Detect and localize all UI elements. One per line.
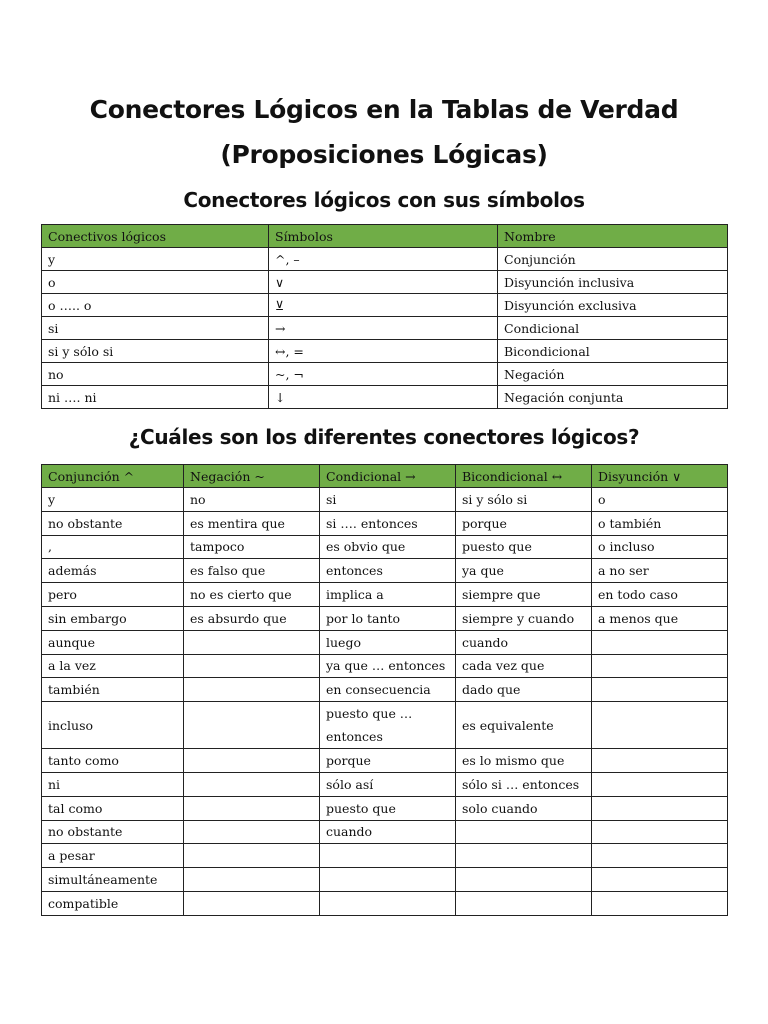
table-cell: incluso (42, 702, 184, 749)
table-cell: ^, – (269, 248, 498, 271)
table-cell (184, 891, 320, 915)
table-row (42, 294, 728, 317)
section-heading-connectors: ¿Cuáles son los diferentes conectores lógicos? (128, 425, 640, 449)
table-cell: si (320, 488, 456, 512)
table-cell (592, 820, 728, 844)
table-cell: implica a (320, 583, 456, 607)
table-cell: o (42, 271, 269, 294)
table-cell: no (42, 363, 269, 386)
table-cell (184, 868, 320, 892)
table-cell: es obvio que (320, 535, 456, 559)
table-cell (456, 844, 592, 868)
table-cell: Negación conjunta (498, 386, 728, 409)
table-cell: Bicondicional (498, 340, 728, 363)
header-cell: Condicional → (320, 465, 456, 488)
table-cell: no es cierto que (184, 583, 320, 607)
table-cell: sólo si … entonces (456, 772, 592, 796)
table-cell: a no ser (592, 559, 728, 583)
table-row (42, 271, 728, 294)
table-cell: ↔, = (269, 340, 498, 363)
table-cell (184, 630, 320, 654)
table-cell (592, 868, 728, 892)
table-cell: si (42, 317, 269, 340)
table-cell (456, 891, 592, 915)
table-cell: si y sólo si (42, 340, 269, 363)
table-header-row (42, 225, 728, 248)
table-cell: ∨ (269, 271, 498, 294)
table-cell: o también (592, 511, 728, 535)
table-cell (184, 772, 320, 796)
table-cell (592, 844, 728, 868)
table-row (42, 386, 728, 409)
table-cell: y (42, 248, 269, 271)
table-row (42, 796, 728, 820)
table-cell: si y sólo si (456, 488, 592, 512)
table-cell: es absurdo que (184, 606, 320, 630)
table-cell: Disyunción inclusiva (498, 271, 728, 294)
table-cell: tampoco (184, 535, 320, 559)
table-cell (592, 891, 728, 915)
table-cell: Negación (498, 363, 728, 386)
header-cell: Bicondicional ↔ (456, 465, 592, 488)
table-cell: cada vez que (456, 654, 592, 678)
table-cell: tal como (42, 796, 184, 820)
table-cell: es mentira que (184, 511, 320, 535)
table-row (42, 891, 728, 915)
table-cell: puesto que (320, 796, 456, 820)
table-cell: ni …. ni (42, 386, 269, 409)
connectors-list-table (41, 464, 728, 916)
table-row (42, 749, 728, 773)
table-cell: siempre y cuando (456, 606, 592, 630)
table-cell: si …. entonces (320, 511, 456, 535)
table-row (42, 340, 728, 363)
table-cell: → (269, 317, 498, 340)
table-cell: sólo así (320, 772, 456, 796)
table-cell (592, 630, 728, 654)
table-cell: ni (42, 772, 184, 796)
table-cell: compatible (42, 891, 184, 915)
table-cell (184, 678, 320, 702)
table-header-row (42, 465, 728, 488)
table-row (42, 678, 728, 702)
table-cell: sin embargo (42, 606, 184, 630)
table-cell: ya que … entonces (320, 654, 456, 678)
table-cell (320, 891, 456, 915)
table-row (42, 535, 728, 559)
table-cell: porque (320, 749, 456, 773)
table-cell (184, 654, 320, 678)
table-cell (592, 678, 728, 702)
header-cell: Negación ~ (184, 465, 320, 488)
table-cell (184, 796, 320, 820)
table-row (42, 248, 728, 271)
table-cell (456, 868, 592, 892)
header-cell: Símbolos (269, 225, 498, 248)
table-row (42, 488, 728, 512)
table-cell: siempre que (456, 583, 592, 607)
table-cell: Condicional (498, 317, 728, 340)
table-cell: entonces (320, 559, 456, 583)
table-row (42, 654, 728, 678)
table-cell: dado que (456, 678, 592, 702)
page-subtitle: (Proposiciones Lógicas) (220, 140, 548, 169)
table-row (42, 772, 728, 796)
header-cell: Disyunción ∨ (592, 465, 728, 488)
table-cell: porque (456, 511, 592, 535)
table-cell (184, 844, 320, 868)
table-cell (320, 844, 456, 868)
table-cell: Conjunción (498, 248, 728, 271)
table-cell: no (184, 488, 320, 512)
table-cell: o incluso (592, 535, 728, 559)
table-cell: puesto que … entonces (320, 702, 456, 749)
table-row (42, 868, 728, 892)
table-row (42, 363, 728, 386)
table-row (42, 583, 728, 607)
table-cell (320, 868, 456, 892)
table-cell: puesto que (456, 535, 592, 559)
table-cell: cuando (456, 630, 592, 654)
table-cell (592, 796, 728, 820)
table-cell: pero (42, 583, 184, 607)
table-cell (592, 654, 728, 678)
table-row (42, 820, 728, 844)
table-row (42, 511, 728, 535)
table-cell: es equivalente (456, 702, 592, 749)
table-cell: , (42, 535, 184, 559)
table-cell (184, 749, 320, 773)
header-cell: Conectivos lógicos (42, 225, 269, 248)
table-cell: simultáneamente (42, 868, 184, 892)
table-cell: no obstante (42, 511, 184, 535)
table-cell (592, 772, 728, 796)
table-row (42, 630, 728, 654)
table-row (42, 844, 728, 868)
table-cell: ~, ¬ (269, 363, 498, 386)
table-cell: a menos que (592, 606, 728, 630)
table-cell (456, 820, 592, 844)
table-cell (592, 702, 728, 749)
connectors-symbols-table (41, 224, 728, 409)
table-cell: luego (320, 630, 456, 654)
table-cell (184, 702, 320, 749)
table-cell: a la vez (42, 654, 184, 678)
table-cell: tanto como (42, 749, 184, 773)
table-cell: ya que (456, 559, 592, 583)
page-title: Conectores Lógicos en la Tablas de Verdad (89, 95, 679, 124)
table-cell: además (42, 559, 184, 583)
table-cell: también (42, 678, 184, 702)
table-cell: no obstante (42, 820, 184, 844)
header-cell: Conjunción ^ (42, 465, 184, 488)
table-cell (592, 749, 728, 773)
table-cell: por lo tanto (320, 606, 456, 630)
table-cell (184, 820, 320, 844)
header-cell: Nombre (498, 225, 728, 248)
table-cell: a pesar (42, 844, 184, 868)
table-cell: o ….. o (42, 294, 269, 317)
table-cell: Disyunción exclusiva (498, 294, 728, 317)
table-cell: en todo caso (592, 583, 728, 607)
table-cell: en consecuencia (320, 678, 456, 702)
table-cell: ↓ (269, 386, 498, 409)
table-row (42, 702, 728, 749)
section-heading-symbols: Conectores lógicos con sus símbolos (183, 188, 585, 212)
table-row (42, 559, 728, 583)
table-cell: aunque (42, 630, 184, 654)
table-cell: es lo mismo que (456, 749, 592, 773)
table-row (42, 317, 728, 340)
table-cell: cuando (320, 820, 456, 844)
table-cell: es falso que (184, 559, 320, 583)
table-cell: y (42, 488, 184, 512)
table-cell: solo cuando (456, 796, 592, 820)
table-cell: ⊻ (269, 294, 498, 317)
table-row (42, 606, 728, 630)
table-cell: o (592, 488, 728, 512)
